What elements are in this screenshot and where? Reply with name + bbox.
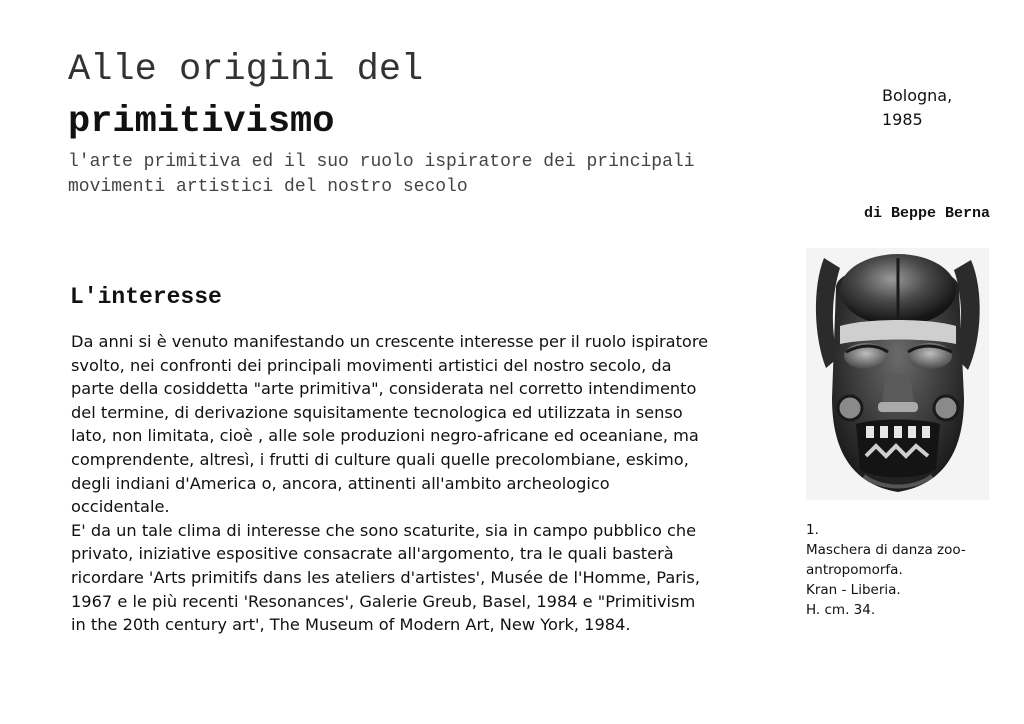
mask-photo (806, 248, 989, 500)
title-line-1: Alle origini del (68, 49, 424, 91)
caption-number: 1. (806, 522, 819, 538)
paragraph-2: E' da un tale clima di interesse che sono scaturite, sia in campo pubblico che privato, iniziative espositive consacrate all'argomento, tra le quali basterà ricordare 'Arts primitifs dans les ateliers d'artistes', Musée de l'Homme, Paris, 1967 e le più recenti 'Resonances', Galerie Greub, Basel, 1984 e "Primitivism in the 20th century art', The Museum of Modern Art, New York, 1984. (71, 520, 700, 635)
year: 1985 (882, 110, 923, 129)
title-line-2: primitivismo (68, 101, 335, 143)
subtitle-line-1: l'arte primitiva ed il suo ruolo ispiratore dei principali (68, 152, 695, 172)
paragraph-1: Da anni si è venuto manifestando un crescente interesse per il ruolo ispiratore svolto, nei confronti dei principali movimenti artistici del nostro secolo, da parte della cosiddetta "arte primitiva", considerata nel corretto intendimento del termine, di derivazione squisitamente tecnologica ed utilizzata in senso lato, non limitata, cioè , alle sole produzioni negro-africane ed oceaniane, ma comprendente, altresì, i frutti di culture quali quelle precolombiane, eskimo, degli indiani d'America o, ancora, attinenti all'ambito archeologico occidentale. (71, 332, 709, 517)
caption-line-3: Kran - Liberia. (806, 582, 901, 598)
body-text (71, 330, 711, 637)
place-date (882, 84, 992, 132)
caption-line-1: Maschera di danza zoo- (806, 542, 966, 558)
caption-line-2: antropomorfa. (806, 562, 903, 578)
subtitle-line-2: movimenti artistici del nostro secolo (68, 177, 468, 197)
section-heading: L'interesse (70, 284, 222, 310)
dance-mask-illustration (806, 248, 989, 500)
place: Bologna, (882, 86, 953, 105)
figure-caption (806, 520, 1006, 620)
subtitle (68, 150, 848, 200)
caption-line-4: H. cm. 34. (806, 602, 876, 618)
author-byline: di Beppe Berna (863, 205, 990, 222)
